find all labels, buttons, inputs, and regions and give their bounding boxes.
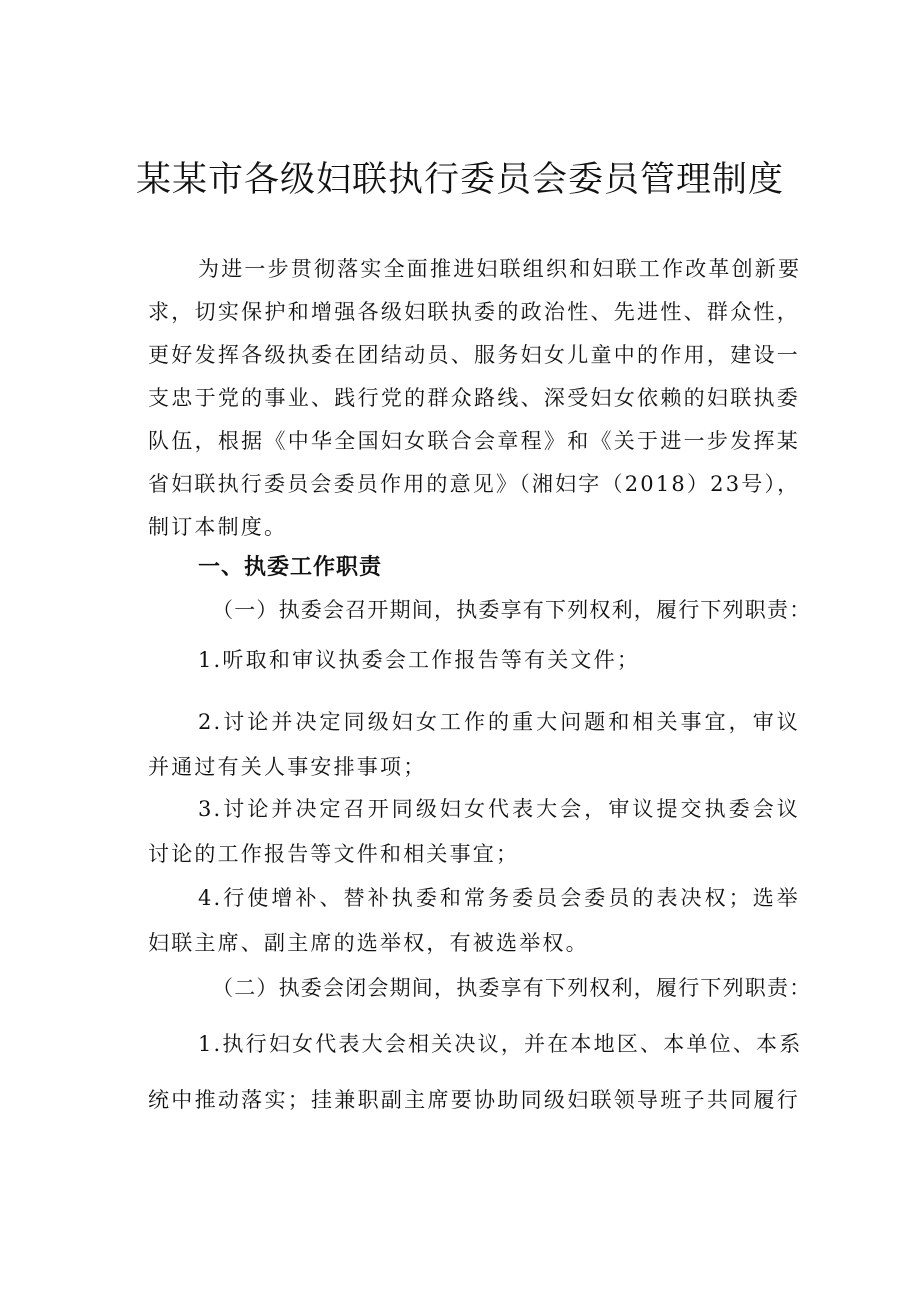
intro-paragraph — [148, 248, 800, 549]
list-item-line: 4.行使增补、替补执委和常务委员会委员的表决权；选举 — [198, 886, 800, 910]
list-item-line: 妇联主席、副主席的选举权，有被选举权。 — [148, 931, 589, 955]
list-item — [148, 876, 800, 966]
subsection-heading-session: （一）执委会召开期间，执委享有下列权利，履行下列职责： — [212, 598, 812, 622]
intro-line: 为进一步贯彻落实全面推进妇联组织和妇联工作改革创新要 — [198, 257, 802, 281]
list-item-line: 统中推动落实；挂兼职副主席要协助同级妇联领导班子共同履行 — [148, 1088, 800, 1112]
list-item — [148, 787, 800, 877]
list-item — [148, 1016, 803, 1128]
intro-line: 制订本制度。 — [148, 515, 288, 539]
list-item-line: 3.讨论并决定召开同级妇女代表大会，审议提交执委会议 — [198, 797, 800, 821]
intro-line: 更好发挥各级执委在团结动员、服务妇女儿童中的作用，建设一 — [148, 343, 800, 367]
document-title: 某某市各级妇联执行委员会委员管理制度 — [135, 160, 784, 200]
list-item — [148, 638, 800, 683]
subsection-heading-recess: （二）执委会闭会期间，执委享有下列权利，履行下列职责： — [212, 976, 812, 1000]
intro-line: 求，切实保护和增强各级妇联执委的政治性、先进性、群众性， — [148, 300, 800, 324]
list-item — [148, 700, 800, 790]
list-item-line: 并通过有关人事安排事项； — [148, 755, 427, 779]
intro-line: 支忠于党的事业、践行党的群众路线、深受妇女依赖的妇联执委 — [148, 386, 800, 410]
section-heading-duties: 一、执委工作职责 — [198, 555, 383, 580]
intro-line: 省妇联执行委员会委员作用的意见》（湘妇字（2018）23号）， — [148, 472, 801, 496]
list-item-line: 2.讨论并决定同级妇女工作的重大问题和相关事宜，审议 — [198, 710, 800, 734]
intro-line: 队伍，根据《中华全国妇女联合会章程》和《关于进一步发挥某 — [148, 429, 800, 453]
list-item-line: 1.执行妇女代表大会相关决议，并在本地区、本单位、本系 — [198, 1032, 803, 1056]
list-item-line: 1.听取和审议执委会工作报告等有关文件； — [198, 648, 641, 672]
list-item-line: 讨论的工作报告等文件和相关事宜； — [148, 842, 520, 866]
